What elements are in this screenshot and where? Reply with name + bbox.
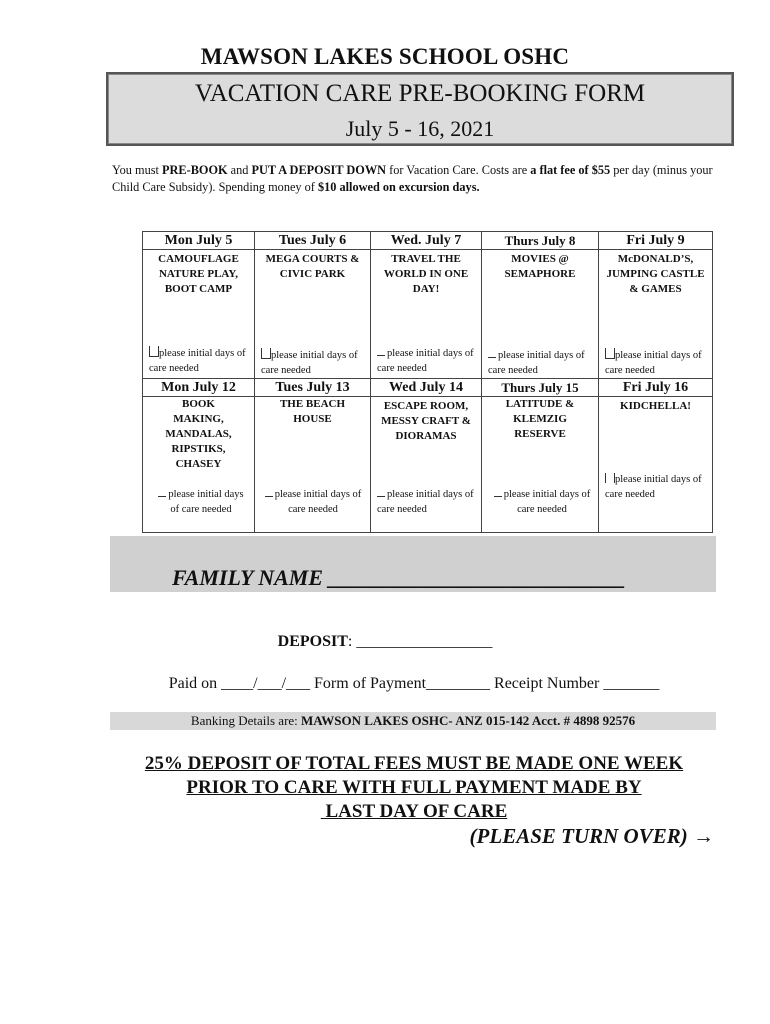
initial-label: please initial days of care needed bbox=[149, 348, 246, 374]
notice-line: LAST DAY OF CARE bbox=[320, 801, 508, 822]
activity-name: McDONALD’S, JUMPING CASTLE & GAMES bbox=[606, 253, 705, 295]
family-name-field[interactable] bbox=[172, 565, 626, 591]
day-header: Wed July 14 bbox=[371, 379, 482, 397]
day-cell bbox=[599, 250, 713, 379]
initial-box[interactable] bbox=[492, 487, 592, 517]
day-header: Thurs July 8 bbox=[482, 232, 599, 250]
initial-line[interactable] bbox=[488, 357, 496, 358]
initial-label: please initial days of care needed bbox=[274, 489, 362, 515]
initial-label: please initial days of care needed bbox=[377, 489, 474, 515]
initial-box[interactable] bbox=[488, 348, 592, 378]
intro-bold: PUT A DEPOSIT DOWN bbox=[251, 163, 387, 177]
initial-box[interactable] bbox=[605, 472, 707, 502]
activity-name: ESCAPE ROOM, MESSY CRAFT & DIORAMAS bbox=[381, 400, 471, 442]
day-header: Tues July 13 bbox=[255, 379, 371, 397]
day-cell bbox=[255, 397, 371, 533]
initial-box[interactable] bbox=[149, 346, 249, 376]
initial-label: please initial days of care needed bbox=[605, 474, 702, 500]
bank-details bbox=[110, 712, 716, 730]
day-header: Thurs July 15 bbox=[482, 379, 599, 397]
activity-name: THE BEACH HOUSE bbox=[279, 398, 346, 425]
intro-bold: a flat fee of $55 bbox=[530, 163, 611, 177]
intro-text: per day (minus your Child Care Subsidy). Spending money of bbox=[112, 163, 713, 194]
activity-name: CAMOUFLAGE NATURE PLAY, BOOT CAMP bbox=[158, 253, 239, 295]
intro-text: You must bbox=[112, 163, 163, 177]
checkbox-icon[interactable] bbox=[605, 473, 615, 483]
day-header: Fri July 16 bbox=[599, 379, 713, 397]
activity-name: MEGA COURTS & CIVIC PARK bbox=[265, 253, 360, 280]
bank-label: Banking Details are: bbox=[190, 713, 302, 728]
checkbox-icon[interactable] bbox=[261, 348, 271, 359]
initial-line[interactable] bbox=[377, 496, 385, 497]
calendar-table bbox=[142, 231, 713, 533]
payment-line[interactable]: Paid on ____/___/___ Form of Payment________ Receipt Number _______ bbox=[168, 675, 660, 692]
checkbox-icon[interactable] bbox=[149, 346, 159, 357]
day-header: Mon July 12 bbox=[143, 379, 255, 397]
initial-box[interactable] bbox=[377, 346, 477, 376]
notice-line: PRIOR TO CARE WITH FULL PAYMENT MADE BY bbox=[186, 777, 642, 798]
intro-text: and bbox=[227, 163, 252, 177]
deposit-field[interactable] bbox=[0, 633, 770, 651]
deposit-label: DEPOSIT bbox=[277, 633, 348, 650]
intro-bold: $10 allowed on excursion days. bbox=[317, 180, 480, 194]
activity-name: BOOK MAKING, MANDALAS, RIPSTIKS, CHASEY bbox=[165, 398, 232, 470]
bank-account: MAWSON LAKES OSHC- ANZ 015-142 Acct. # 4898 92576 bbox=[301, 713, 636, 728]
initial-line[interactable] bbox=[377, 355, 385, 356]
initial-label: please initial days of care needed bbox=[261, 350, 358, 376]
notice-line: 25% DEPOSIT OF TOTAL FEES MUST BE MADE ONE WEEK bbox=[144, 753, 684, 774]
day-cell bbox=[482, 397, 599, 533]
intro-paragraph bbox=[112, 162, 722, 196]
form-dates: July 5 - 16, 2021 bbox=[345, 116, 495, 141]
family-name-line[interactable]: ___________________________ bbox=[328, 565, 626, 590]
activity-name: LATITUDE & KLEMZIG RESERVE bbox=[505, 398, 575, 440]
initial-box[interactable] bbox=[605, 348, 707, 378]
activity-name: MOVIES @ SEMAPHORE bbox=[504, 253, 576, 280]
activity-name: KIDCHELLA! bbox=[620, 400, 691, 412]
initial-line[interactable] bbox=[265, 496, 273, 497]
day-header: Fri July 9 bbox=[599, 232, 713, 250]
day-cell bbox=[255, 250, 371, 379]
form-title-box bbox=[106, 72, 734, 146]
day-header: Wed. July 7 bbox=[371, 232, 482, 250]
day-cell bbox=[371, 397, 482, 533]
day-header: Mon July 5 bbox=[143, 232, 255, 250]
deposit-notice bbox=[0, 752, 770, 824]
initial-label: please initial days of care needed bbox=[605, 350, 702, 376]
intro-bold: PRE-BOOK bbox=[162, 163, 228, 177]
day-cell bbox=[371, 250, 482, 379]
day-cell bbox=[599, 397, 713, 533]
checkbox-icon[interactable] bbox=[605, 348, 615, 359]
school-name: MAWSON LAKES SCHOOL OSHC bbox=[200, 44, 570, 69]
initial-line[interactable] bbox=[158, 496, 166, 497]
family-name-label: FAMILY NAME bbox=[172, 565, 323, 590]
day-header: Tues July 6 bbox=[255, 232, 371, 250]
day-cell bbox=[143, 250, 255, 379]
initial-box[interactable] bbox=[261, 348, 365, 378]
turn-over-note: (PLEASE TURN OVER) → bbox=[469, 824, 714, 848]
initial-label: please initial days of care needed bbox=[488, 350, 585, 376]
intro-text: for Vacation Care. Costs are bbox=[386, 163, 531, 177]
initial-box[interactable] bbox=[153, 487, 249, 517]
day-cell bbox=[143, 397, 255, 533]
initial-label: please initial days of care needed bbox=[168, 489, 244, 515]
initial-box[interactable] bbox=[263, 487, 363, 517]
initial-box[interactable] bbox=[377, 487, 477, 517]
form-title: VACATION CARE PRE-BOOKING FORM bbox=[194, 80, 646, 107]
initial-line[interactable] bbox=[494, 496, 502, 497]
day-cell bbox=[482, 250, 599, 379]
initial-label: please initial days of care needed bbox=[377, 348, 474, 374]
deposit-line[interactable]: : _________________ bbox=[347, 633, 493, 650]
activity-name: TRAVEL THE WORLD IN ONE DAY! bbox=[383, 253, 469, 295]
initial-label: please initial days of care needed bbox=[503, 489, 591, 515]
